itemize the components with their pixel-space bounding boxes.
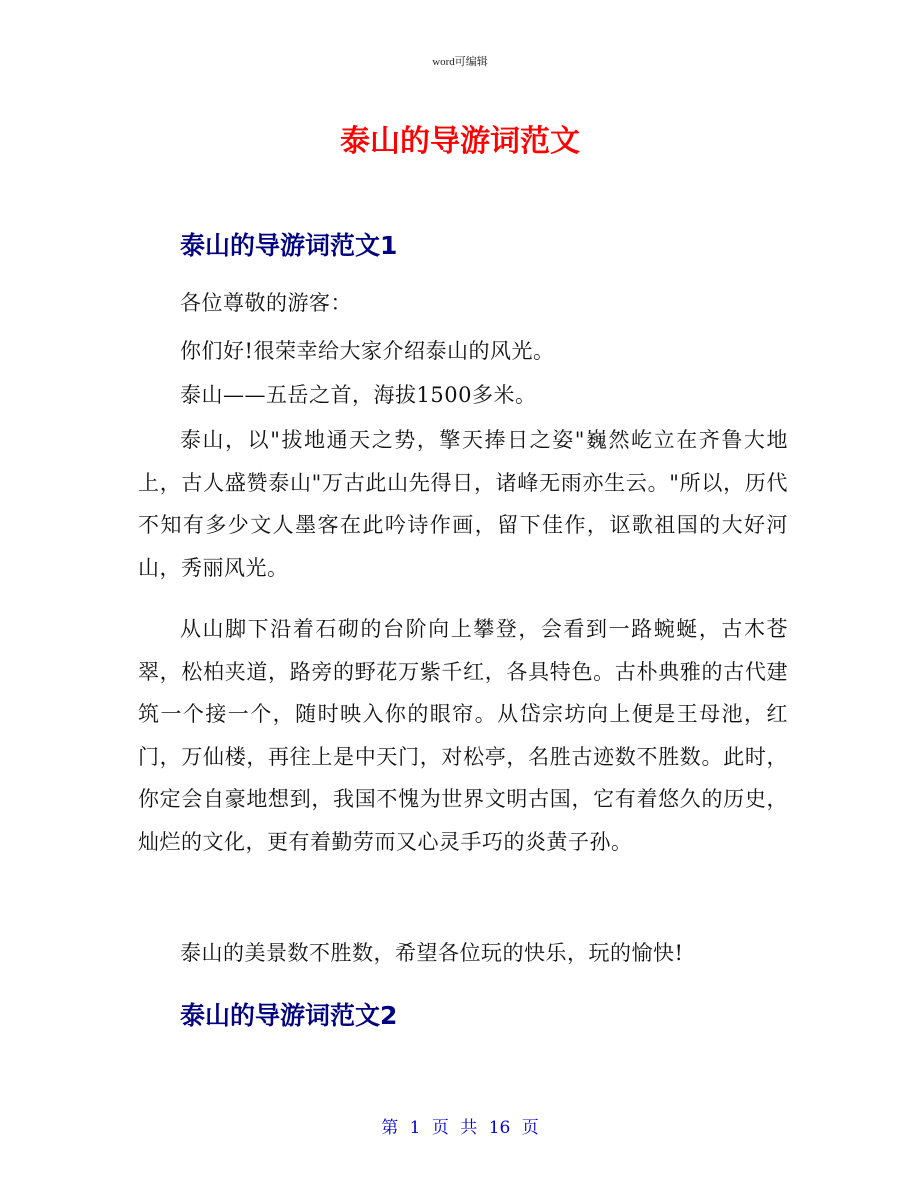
document-title: 泰山的导游词范文	[340, 124, 580, 159]
paragraph-history: 泰山，以"拔地通天之势，擎天捧日之姿"巍然屹立在齐鲁大地上，古人盛赞泰山"万古此山先得日，诸峰无雨亦生云。"所以，历代不知有多少文人墨客在此吟诗作画，留下佳作，讴歌祖国的大好河山，秀丽风光。	[138, 428, 788, 580]
paragraph-intro: 泰山——五岳之首，海拔1500多米。	[180, 383, 537, 407]
paragraph-closing: 泰山的美景数不胜数，希望各位玩的快乐，玩的愉快!	[180, 941, 684, 965]
page-number-footer: 第 1 页 共 16 页	[381, 1118, 539, 1138]
paragraph-climb: 从山脚下沿着石砌的台阶向上攀登，会看到一路蜿蜒，古木苍翠，松柏夹道，路旁的野花万紫千红，各具特色。古朴典雅的古代建筑一个接一个，随时映入你的眼帘。从岱宗坊向上便是王母池，红门，万仙楼，再往上是中天门，对松亭，名胜古迹数不胜数。此时，你定会自豪地想到，我国不愧为世界文明古国，它有着悠久的历史，灿烂的文化，更有着勤劳而又心灵手巧的炎黄子孙。	[138, 617, 788, 854]
paragraph-greeting: 各位尊敬的游客：	[180, 291, 352, 315]
section-heading-1: 泰山的导游词范文1	[180, 231, 398, 260]
section-heading-2: 泰山的导游词范文2	[180, 1001, 398, 1030]
paragraph-welcome: 你们好!很荣幸给大家介绍泰山的风光。	[180, 339, 555, 363]
header-note: word可编辑	[432, 56, 488, 68]
